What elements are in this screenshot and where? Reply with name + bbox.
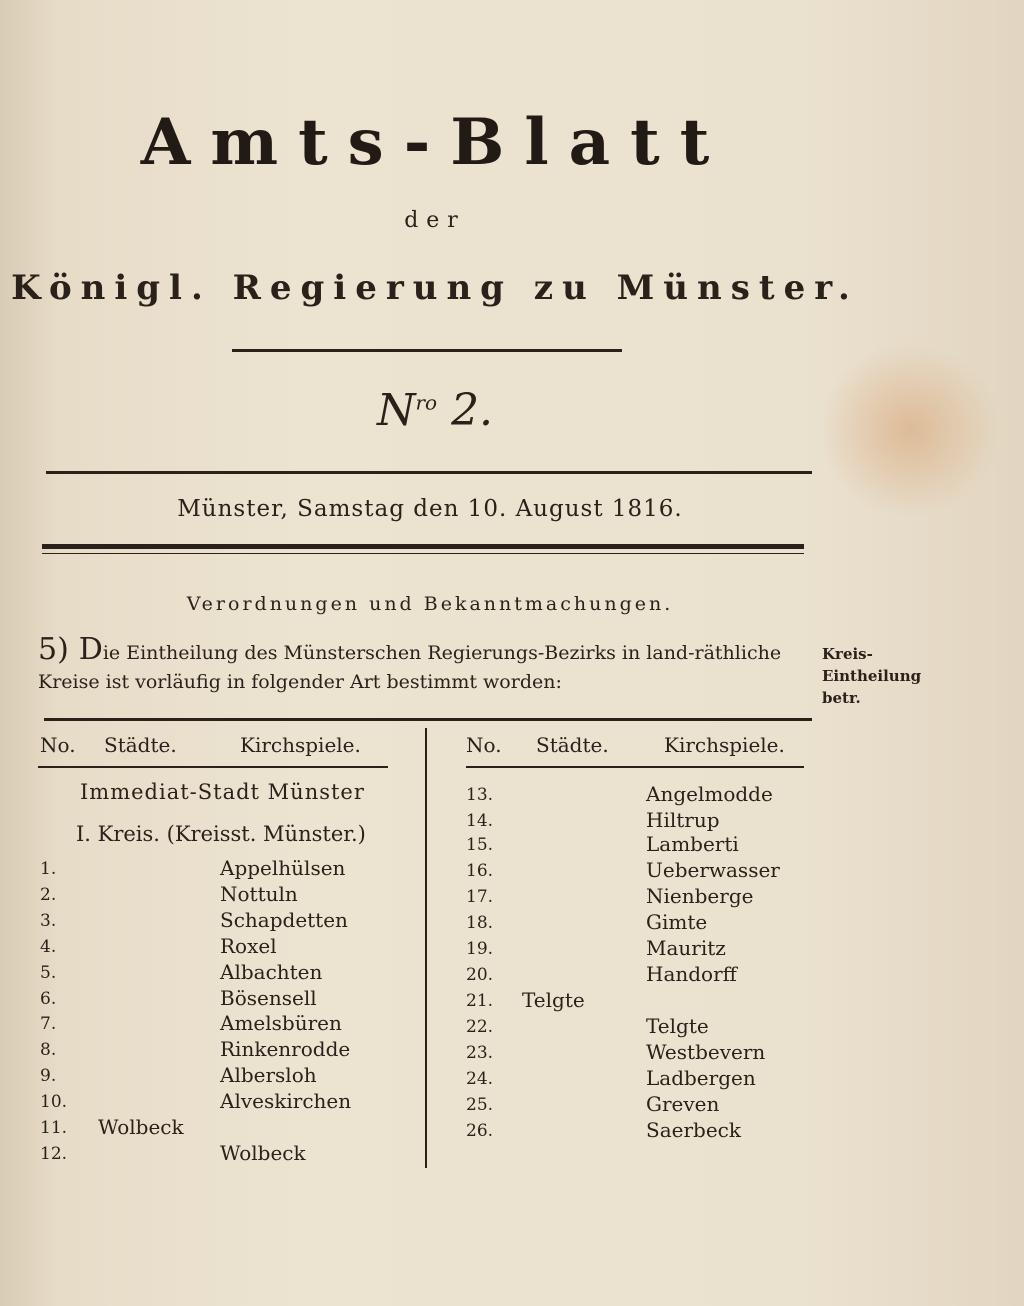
table-cell-no: 25.: [466, 1095, 494, 1115]
issue-number-value: 2.: [451, 385, 494, 436]
header-rule-bottom-thin: [42, 553, 804, 554]
table-cell-no: 26.: [466, 1121, 494, 1141]
table-cell-kirchspiel: Greven: [646, 1092, 720, 1116]
table-cell-no: 1.: [40, 859, 57, 879]
col-header-staedte-left: Städte.: [104, 733, 177, 757]
table-cell-no: 6.: [40, 988, 57, 1009]
table-cell-kirchspiel: Appelhülsen: [220, 856, 346, 880]
table-cell-no: 5.: [40, 962, 57, 983]
table-cell-no: 18.: [466, 913, 494, 933]
table-cell-no: 21.: [466, 991, 494, 1011]
table-cell-kirchspiel: Albersloh: [220, 1063, 317, 1088]
table-cell-no: 20.: [466, 965, 494, 985]
col-header-kirchspiele-left: Kirchspiele.: [240, 733, 361, 757]
table-cell-no: 3.: [40, 910, 57, 931]
page-title: Amts-Blatt: [140, 105, 730, 180]
table-cell-no: 7.: [40, 1014, 57, 1035]
table-cell-no: 17.: [466, 887, 494, 907]
table-cell-kirchspiel: Nienberge: [646, 884, 754, 908]
table-top-rule: [44, 718, 812, 721]
table-cell-no: 9.: [40, 1066, 57, 1087]
header-underline-left: [38, 766, 388, 768]
table-cell-kirchspiel: Amelsbüren: [220, 1011, 342, 1036]
table-cell-no: 2.: [40, 884, 57, 905]
table-cell-kirchspiel: Angelmodde: [646, 782, 773, 806]
table-cell-no: 19.: [466, 939, 494, 959]
col-header-no-right: No.: [466, 733, 502, 757]
table-cell-kirchspiel: Handorff: [646, 962, 737, 986]
paragraph-number: 5): [38, 632, 69, 667]
title-der: der: [404, 208, 466, 233]
table-cell-kirchspiel: Westbevern: [646, 1040, 766, 1064]
table-cell-no: 24.: [466, 1069, 494, 1089]
header-rule-top: [46, 471, 812, 474]
section-heading: Verordnungen und Bekanntmachungen.: [186, 593, 674, 615]
table-cell-no: 13.: [466, 785, 494, 805]
table-cell-kirchspiel: Wolbeck: [220, 1140, 306, 1165]
table-cell-kirchspiel: Hiltrup: [646, 808, 720, 832]
table-cell-no: 10.: [40, 1092, 68, 1113]
table-cell-kirchspiel: Ueberwasser: [646, 858, 780, 882]
table-cell-no: 11.: [40, 1118, 68, 1138]
table-cell-kirchspiel: Alveskirchen: [220, 1089, 352, 1114]
issue-number-prefix: N: [376, 385, 416, 436]
col-header-no-left: No.: [40, 733, 76, 757]
title-rule: [232, 349, 622, 352]
table-cell-kirchspiel: Saerbeck: [646, 1118, 741, 1142]
table-cell-stadt: Wolbeck: [98, 1115, 184, 1139]
table-cell-kirchspiel: Lamberti: [646, 832, 739, 856]
header-underline-right: [466, 766, 804, 768]
dateline: Münster, Samstag den 10. August 1816.: [177, 496, 683, 522]
table-cell-no: 4.: [40, 936, 57, 957]
table-cell-no: 15.: [466, 835, 494, 855]
col-header-staedte-right: Städte.: [536, 733, 609, 757]
col-header-kirchspiele-right: Kirchspiele.: [664, 733, 785, 757]
table-cell-kirchspiel: Ladbergen: [646, 1066, 756, 1090]
paragraph: [38, 632, 808, 697]
table-cell-no: 14.: [466, 811, 494, 831]
paragraph-text: ie Eintheilung des Münsterschen Regierungs-Bezirks in land-räthliche Kreise ist vorläufig in folgender Art bestimmt worden:: [38, 642, 782, 693]
table-cell-kirchspiel: Gimte: [646, 910, 708, 934]
header-rule-bottom-thick: [42, 544, 804, 549]
column-divider: [425, 728, 427, 1168]
table-cell-kirchspiel: Schapdetten: [220, 907, 348, 932]
table-cell-stadt: Telgte: [522, 988, 585, 1012]
table-cell-kirchspiel: Telgte: [646, 1014, 709, 1038]
table-cell-kirchspiel: Mauritz: [646, 936, 726, 960]
table-cell-no: 12.: [40, 1143, 68, 1164]
kreis-heading: I. Kreis. (Kreisst. Münster.): [76, 822, 366, 846]
table-cell-kirchspiel: Rinkenrodde: [220, 1037, 351, 1062]
table-cell-kirchspiel: Albachten: [220, 959, 323, 984]
immediate-city: Immediat-Stadt Münster: [80, 780, 365, 804]
issue-number: [0, 385, 870, 436]
table-cell-kirchspiel: Roxel: [220, 933, 277, 958]
margin-note: Kreis-Eintheilung betr.: [822, 645, 922, 707]
table-cell-kirchspiel: Bösensell: [220, 985, 317, 1010]
issue-number-sup: ro: [415, 390, 438, 415]
paragraph-dropcap: D: [78, 632, 103, 667]
page-subtitle: Königl. Regierung zu Münster.: [11, 268, 859, 308]
table-cell-no: 8.: [40, 1040, 57, 1061]
table-cell-no: 23.: [466, 1043, 494, 1063]
table-cell-no: 22.: [466, 1017, 494, 1037]
table-cell-no: 16.: [466, 861, 494, 881]
table-cell-kirchspiel: Nottuln: [220, 881, 298, 906]
